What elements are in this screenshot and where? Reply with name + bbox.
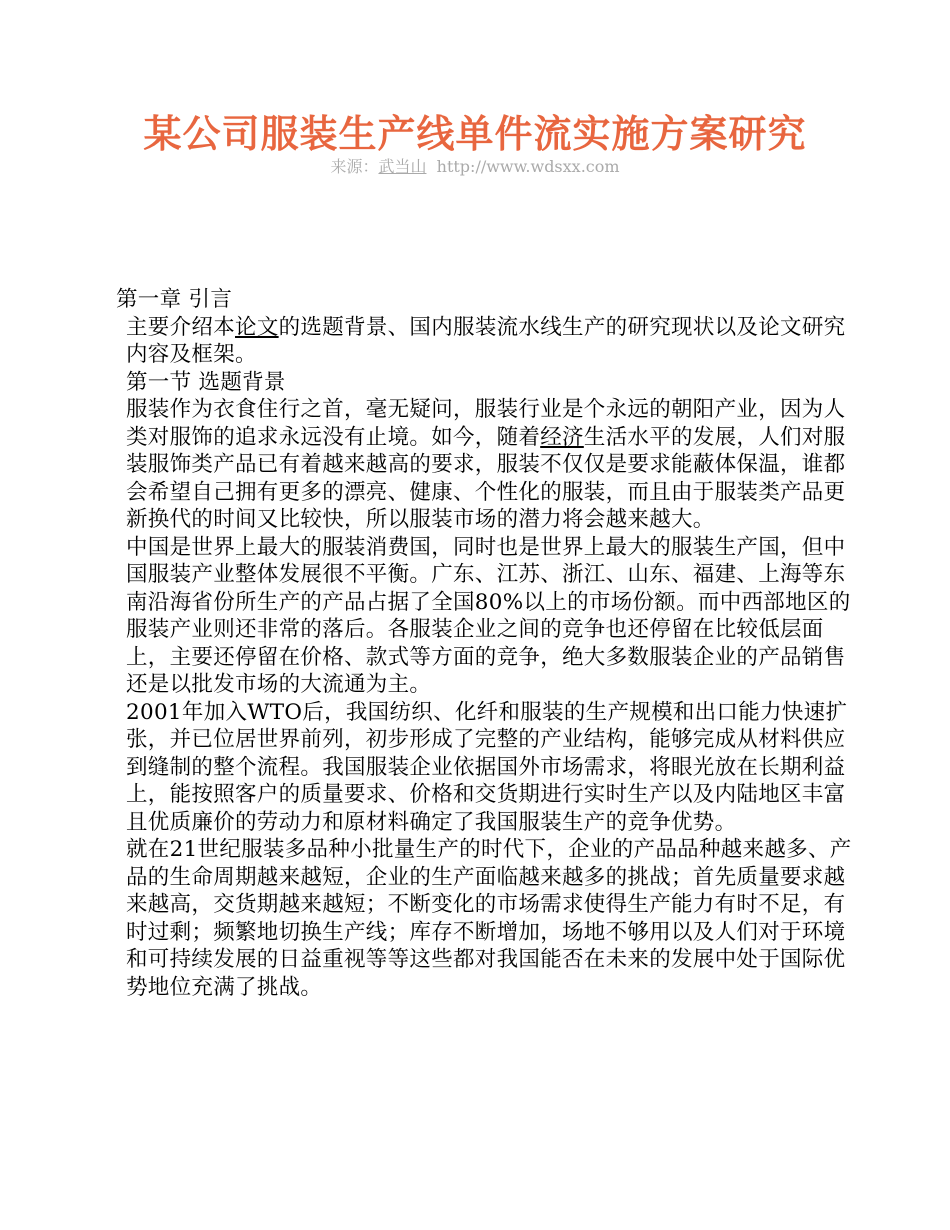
paragraph-3: 2001年加入WTO后，我国纺织、化纤和服装的生产规模和出口能力快速扩张，并已位居世界前列，初步形成了完整的产业结构，能够完成从材料供应到缝制的整个流程。我国服装企业依据国外市场需求，将眼光放在长期利益上，能按照客户的质量要求、价格和交货期进行实时生产以及内陆地区丰富且优质廉价的劳动力和原材料确定了我国服装生产的竞争优势。 [126,699,848,835]
paragraph-4: 就在21世纪服装多品种小批量生产的时代下，企业的产品品种越来越多、产品的生命周期越来越短，企业的生产面临越来越多的挑战；首先质量要求越来越高，交货期越来越短；不断变化的市场需求使得生产能力有时不足，有时过剩；频繁地切换生产线；库存不断增加，场地不够用以及人们对于环境和可持续发展的日益重视等等这些都对我国能否在未来的发展中处于国际优势地位充满了挑战。 [126,837,852,1000]
chapter-heading: 第一章 引言 [116,287,233,312]
chapter-intro-text-a: 主要介绍本 [126,314,236,340]
paragraph-1-text-a: 服装作为衣食住行之首，毫无疑问，服装行业是个永远的朝阳产业，因为人类对服饰的追求永远没有止境。如今，随着 [126,397,846,450]
paragraph-1 [116,396,856,534]
chapter-intro-text-b: 的选题背景、国内服装流水线生产的研究现状以及论文研究内容及框架。 [126,314,846,367]
chapter-intro [116,314,856,369]
document-title: 某公司服装生产线单件流实施方案研究 [143,111,807,156]
paragraph-2: 中国是世界上最大的服装消费国，同时也是世界上最大的服装生产国，但中国服装产业整体发展很不平衡。广东、江苏、浙江、山东、福建、上海等东南沿海省份所生产的产品占据了全国80%以上的市场份额。而中西部地区的服装产业则还非常的落后。各服装企业之间的竞争也还停留在比较低层面上，主要还停留在价格、款式等方面的竞争，绝大多数服装企业的产品销售还是以批发市场的大流通为主。 [126,534,851,697]
thesis-link[interactable]: 论文 [235,314,279,340]
source-url: http://www.wdsxx.com [436,157,620,176]
economy-link[interactable]: 经济 [540,424,584,450]
paragraph-1-text-b: 生活水平的发展，人们对服装服饰类产品已有着越来越高的要求，服装不仅仅是要求能蔽体保温，谁都会希望自己拥有更多的漂亮、健康、个性化的服装，而且由于服装类产品更新换代的时间又比较快，所以服装市场的潜力将会越来越大。 [126,424,846,532]
document-body [116,286,856,1001]
source-label: 来源： [330,157,379,176]
source-name-link[interactable]: 武当山 [378,157,427,176]
source-line [0,157,950,177]
section-heading: 第一节 选题背景 [126,369,286,395]
